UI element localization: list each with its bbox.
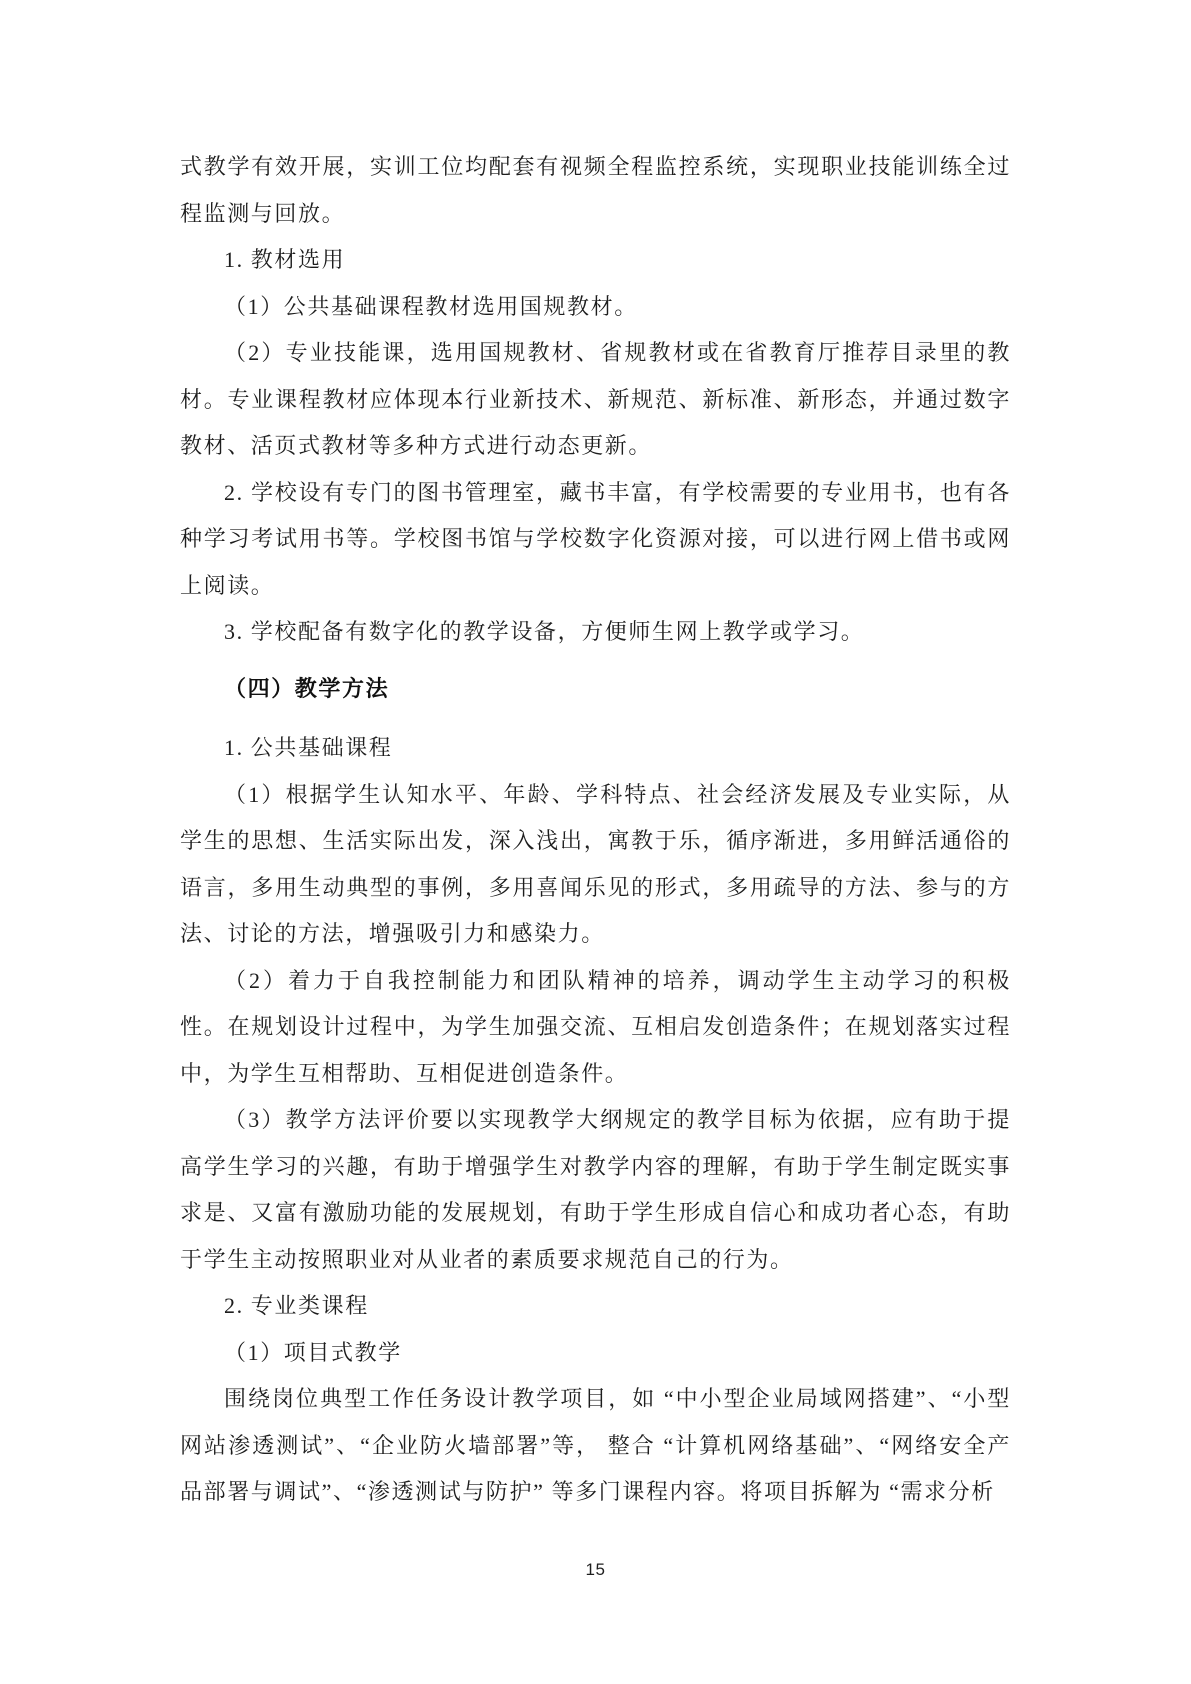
paragraph-public-basic-item-1: （1）根据学生认知水平、年龄、学科特点、社会经济发展及专业实际，从学生的思想、生活实际出发，深入浅出，寓教于乐，循序渐进，多用鲜活通俗的语言，多用生动典型的事例，多用喜闻乐见的形式，多用疏导的方法、参与的方法、讨论的方法，增强吸引力和感染力。	[180, 781, 1011, 946]
paragraph-project-teaching-detail: 围绕岗位典型工作任务设计教学项目，如 “中小型企业局域网搭建”、“小型网站渗透测试”、“企业防火墙部署”等， 整合 “计算机网络基础”、“网络安全产品部署与调试”、“渗透测试与防护” 等多门课程内容。将项目拆解为 “需求分析	[180, 1386, 1011, 1504]
paragraph-public-basic-courses-title: 1. 公共基础课程	[224, 735, 393, 760]
section-heading-teaching-methods: （四）教学方法	[224, 675, 390, 701]
paragraph-continuation-monitoring: 式教学有效开展，实训工位均配套有视频全程监控系统，实现职业技能训练全过程监测与回放。	[180, 154, 1011, 226]
paragraph-digital-equipment: 3. 学校配备有数字化的教学设备，方便师生网上教学或学习。	[224, 619, 865, 644]
paragraph-professional-courses-title: 2. 专业类课程	[224, 1293, 369, 1318]
paragraph-textbook-selection-title: 1. 教材选用	[224, 247, 346, 272]
paragraph-public-basic-item-3: （3）教学方法评价要以实现教学大纲规定的教学目标为依据，应有助于提高学生学习的兴趣，有助于增强学生对教学内容的理解，有助于学生制定既实事求是、又富有激励功能的发展规划，有助于学生形成自信心和成功者心态，有助于学生主动按照职业对从业者的素质要求规范自己的行为。	[180, 1107, 1011, 1272]
paragraph-project-teaching-title: （1）项目式教学	[224, 1339, 402, 1365]
paragraph-textbook-item-1: （1）公共基础课程教材选用国规教材。	[224, 293, 638, 319]
document-body	[180, 144, 1011, 1516]
paragraph-textbook-item-2: （2）专业技能课，选用国规教材、省规教材或在省教育厅推荐目录里的教材。专业课程教材应体现本行业新技术、新规范、新标准、新形态，并通过数字教材、活页式教材等多种方式进行动态更新。	[180, 340, 1011, 458]
paragraph-public-basic-item-2: （2）着力于自我控制能力和团队精神的培养，调动学生主动学习的积极性。在规划设计过程中，为学生加强交流、互相启发创造条件；在规划落实过程中，为学生互相帮助、互相促进创造条件。	[180, 967, 1011, 1086]
paragraph-library: 2. 学校设有专门的图书管理室，藏书丰富，有学校需要的专业用书，也有各种学习考试用书等。学校图书馆与学校数字化资源对接，可以进行网上借书或网上阅读。	[180, 479, 1011, 598]
page-number: 15	[585, 1560, 606, 1579]
